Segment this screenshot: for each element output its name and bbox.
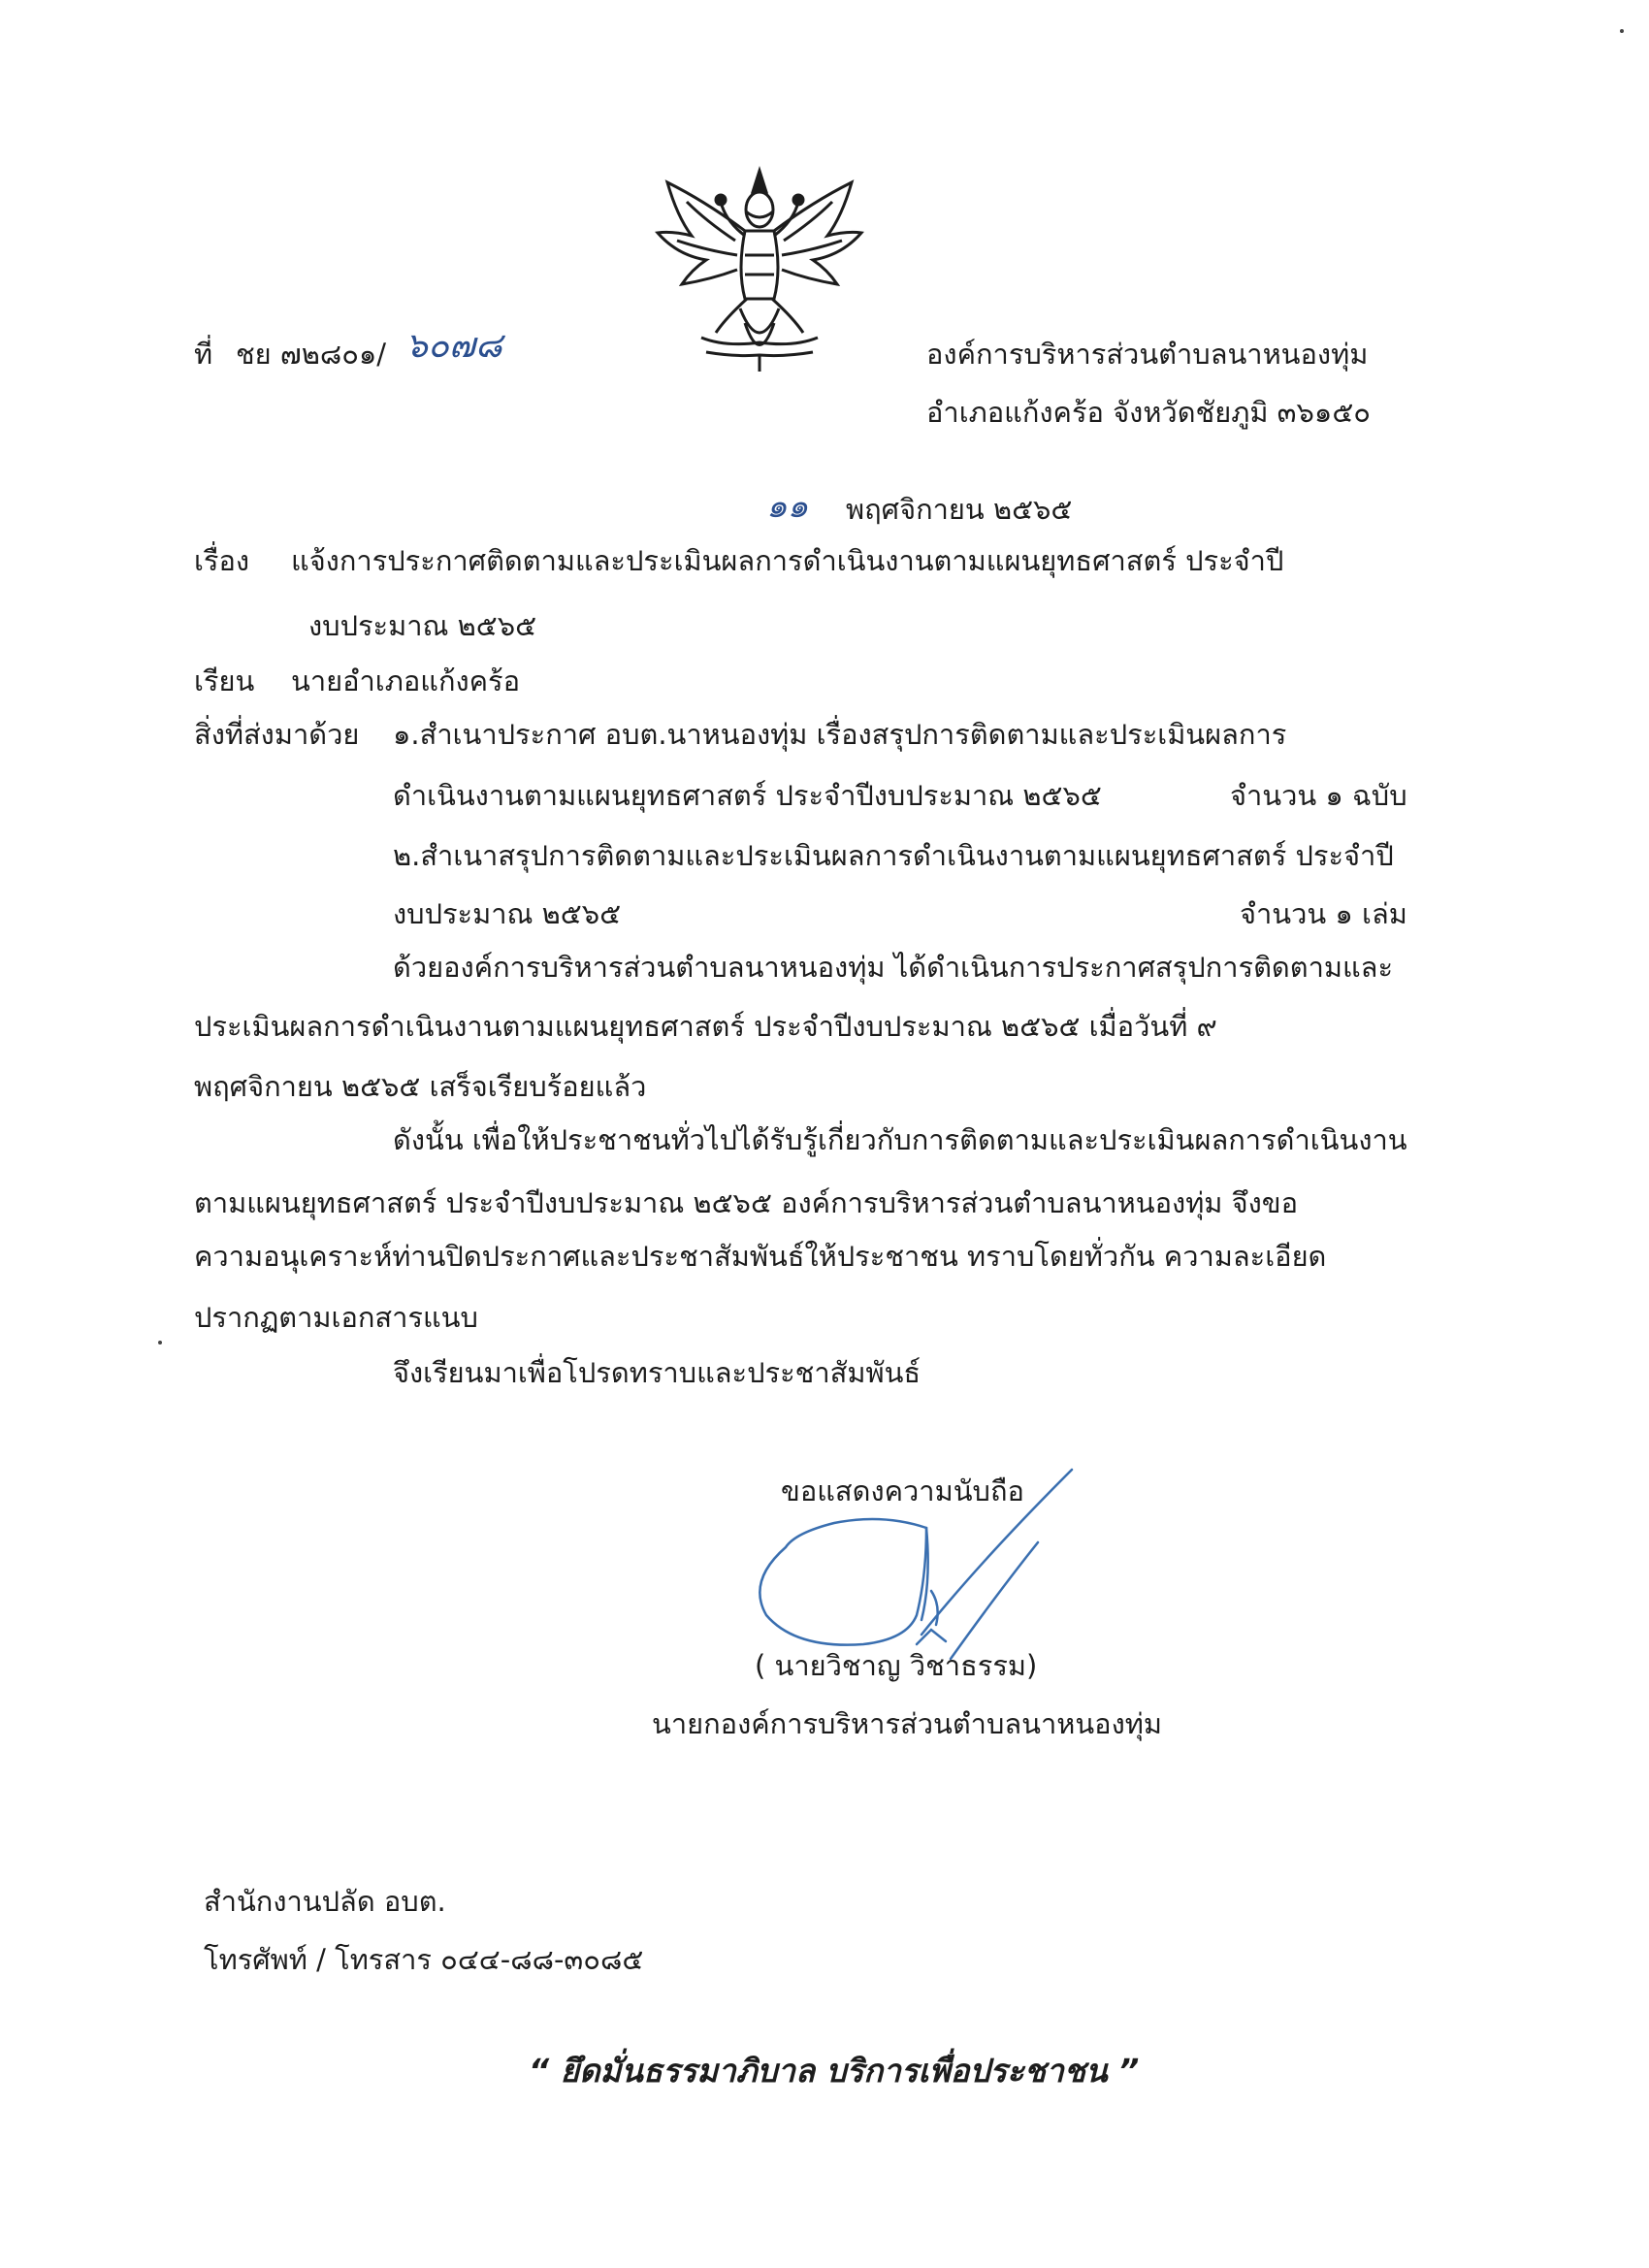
enclosure-2-quantity: จำนวน ๑ เล่ม: [1240, 897, 1407, 930]
sender-address: อำเภอแก้งคร้อ จังหวัดชัยภูมิ ๓๖๑๕๐: [926, 396, 1371, 429]
footer-motto: “ ยึดมั่นธรรมาภิบาล บริการเพื่อประชาชน ”: [529, 2052, 1140, 2090]
enclosure-1-quantity: จำนวน ๑ ฉบับ: [1230, 779, 1407, 812]
enclosure-2-line-2: งบประมาณ ๒๕๖๕: [393, 897, 622, 930]
ref-number-handwritten: ๖๐๗๘: [405, 326, 502, 366]
ref-label: ที่: [194, 338, 213, 371]
date-day-handwritten: ๑๑: [766, 487, 809, 526]
garuda-emblem-icon: [648, 163, 871, 376]
sender-org: องค์การบริหารส่วนตำบลนาหนองทุ่ม: [926, 338, 1369, 371]
ref-number-printed: ชย ๗๒๘๐๑/: [236, 338, 387, 371]
body-p2-line-1: ดังนั้น เพื่อให้ประชาชนทั่วไปได้รับรู้เกี่ยวกับการติดตามและประเมินผลการดำเนินงาน: [393, 1123, 1407, 1156]
body-p2-line-2: ตามแผนยุทธศาสตร์ ประจำปีงบประมาณ ๒๕๖๕ องค์การบริหารส่วนตำบลนาหนองทุ่ม จึงขอ: [194, 1186, 1299, 1219]
signature: [737, 1436, 1096, 1678]
date-month-year: พฤศจิกายน ๒๕๖๕: [846, 493, 1073, 526]
scan-speck: [158, 1341, 162, 1345]
subject-line-1: แจ้งการประกาศติดตามและประเมินผลการดำเนินงานตามแผนยุทธศาสตร์ ประจำปี: [291, 544, 1284, 577]
body-p1-line-2: ประเมินผลการดำเนินงานตามแผนยุทธศาสตร์ ประจำปีงบประมาณ ๒๕๖๕ เมื่อวันที่ ๙: [194, 1010, 1217, 1043]
closing-salutation: ขอแสดงความนับถือ: [781, 1474, 1024, 1507]
enclosure-1-line-2: ดำเนินงานตามแผนยุทธศาสตร์ ประจำปีงบประมาณ ๒๕๖๕: [393, 779, 1102, 812]
body-p2-line-4: ปรากฏตามเอกสารแนบ: [194, 1301, 478, 1334]
scan-speck: [1620, 29, 1624, 33]
enclosure-2-line-1: ๒.สำเนาสรุปการติดตามและประเมินผลการดำเนินงานตามแผนยุทธศาสตร์ ประจำปี: [393, 839, 1394, 872]
signer-title: นายกองค์การบริหารส่วนตำบลนาหนองทุ่ม: [652, 1707, 1162, 1740]
subject-label: เรื่อง: [194, 544, 250, 577]
body-p3: จึงเรียนมาเพื่อโปรดทราบและประชาสัมพันธ์: [393, 1356, 922, 1389]
to-label: เรียน: [194, 664, 255, 697]
enclosures-label: สิ่งที่ส่งมาด้วย: [194, 718, 360, 751]
to-value: นายอำเภอแก้งคร้อ: [291, 664, 521, 697]
footer-office: สำนักงานปลัด อบต.: [204, 1885, 446, 1918]
body-p1-line-1: ด้วยองค์การบริหารส่วนตำบลนาหนองทุ่ม ได้ดำเนินการประกาศสรุปการติดตามและ: [393, 951, 1394, 984]
enclosure-1-line-1: ๑.สำเนาประกาศ อบต.นาหนองทุ่ม เรื่องสรุปการติดตามและประเมินผลการ: [393, 718, 1287, 751]
signer-name: ( นายวิชาญ วิชาธรรม): [755, 1649, 1038, 1682]
subject-line-2: งบประมาณ ๒๕๖๕: [308, 609, 537, 642]
body-p1-line-3: พฤศจิกายน ๒๕๖๕ เสร็จเรียบร้อยแล้ว: [194, 1070, 647, 1103]
body-p2-line-3: ความอนุเคราะห์ท่านปิดประกาศและประชาสัมพันธ์ให้ประชาชน ทราบโดยทั่วกัน ความละเอียด: [194, 1240, 1327, 1273]
footer-phone: โทรศัพท์ / โทรสาร ๐๔๔-๘๘-๓๐๘๕: [204, 1943, 644, 1976]
